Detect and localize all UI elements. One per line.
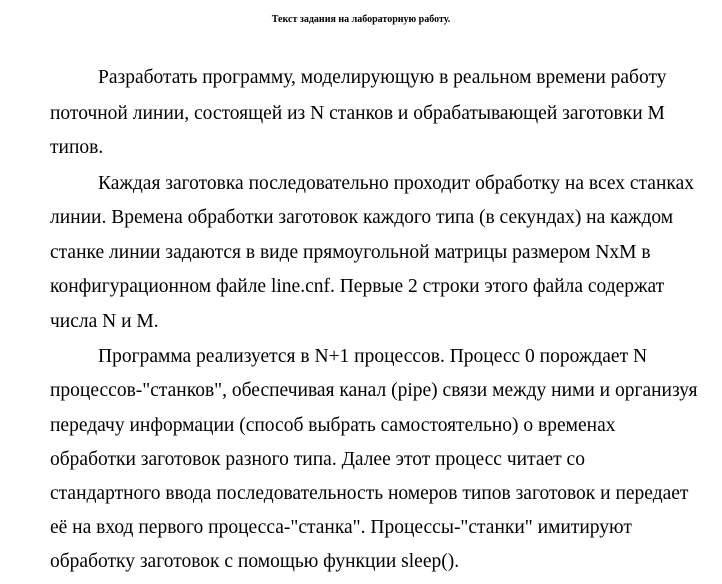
paragraph-3-line-7: обработку заготовок с помощью функции sleep(). (50, 551, 460, 572)
paragraph-2-line-4: конфигурационном файле line.cnf. Первые 2 строки этого файла содержат (50, 276, 665, 297)
paragraph-3-line-5: стандартного ввода последовательность номеров типов заготовок и передает (50, 483, 689, 504)
paragraph-1-line-3: типов. (50, 137, 104, 158)
paragraph-3-line-1: Программа реализуется в N+1 процессов. Процесс 0 порождает N (98, 346, 648, 367)
paragraph-3-line-4: обработки заготовок разного типа. Далее этот процесс читает со (50, 449, 585, 470)
paragraph-2-line-3: станке линии задаются в виде прямоугольной матрицы размером NxM в (50, 242, 651, 263)
paragraph-2-line-2: линии. Времена обработки заготовок каждого типа (в секундах) на каждом (50, 207, 674, 228)
paragraph-1-line-1: Разработать программу, моделирующую в реальном времени работу (98, 67, 667, 88)
paragraph-3-line-3: передачу информации (способ выбрать самостоятельно) о временах (50, 415, 616, 436)
paragraph-3-line-6: её на вход первого процесса-"станка". Процессы-"станки" имитируют (50, 517, 632, 538)
paragraph-2-line-5: числа N и M. (50, 311, 159, 332)
paragraph-2-line-1: Каждая заготовка последовательно проходит обработку на всех станках (98, 173, 694, 194)
paragraph-3-line-2: процессов-"станков", обеспечивая канал (pipe) связи между ними и организуя (50, 380, 698, 401)
paragraph-1-line-2: поточной линии, состоящей из N станков и обрабатывающей заготовки M (50, 103, 665, 124)
document-title: Текст задания на лабораторную работу. (271, 14, 451, 25)
